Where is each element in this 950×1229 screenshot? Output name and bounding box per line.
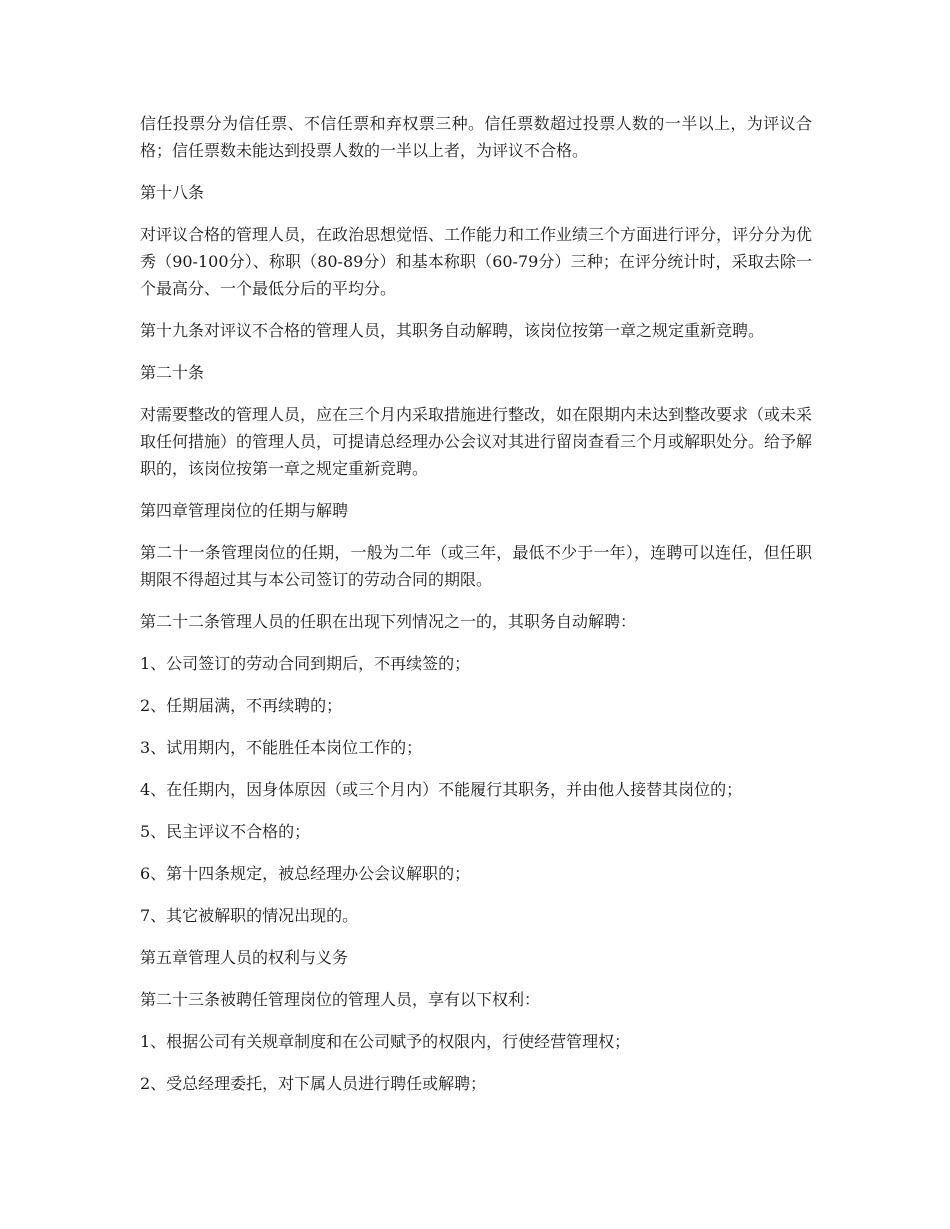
article-23: 第二十三条被聘任管理岗位的管理人员，享有以下权利： [140, 990, 541, 1009]
paragraph-scoring-rules: 对评议合格的管理人员，在政治思想觉悟、工作能力和工作业绩三个方面进行评分，评分分为优秀（90-100分）、称职（80-89分）和基本称职（60-79分）三种；在评分统计时，采取去除一个最高分、一个最低分后的平均分。 [140, 225, 813, 298]
list-item: 2、任期届满，不再续聘的； [140, 696, 343, 715]
list-item: 6、第十四条规定，被总经理办公会议解职的； [140, 864, 471, 883]
paragraph-rectification-rules: 对需要整改的管理人员，应在三个月内采取措施进行整改，如在限期内未达到整改要求（或未采取任何措施）的管理人员，可提请总经理办公会议对其进行留岗查看三个月或解职处分。给予解职的，该岗位按第一章之规定重新竞聘。 [140, 405, 813, 478]
list-item: 3、试用期内，不能胜任本岗位工作的； [140, 738, 423, 757]
document-body [140, 110, 812, 1112]
list-item: 1、根据公司有关规章制度和在公司赋予的权限内，行使经营管理权； [140, 1032, 631, 1051]
article-18-heading: 第十八条 [140, 183, 205, 202]
list-item: 7、其它被解职的情况出现的。 [140, 906, 359, 925]
list-item: 1、公司签订的劳动合同到期后，不再续签的； [140, 654, 471, 673]
article-20-heading: 第二十条 [140, 363, 205, 382]
list-item: 4、在任期内，因身体原因（或三个月内）不能履行其职务，并由他人接替其岗位的； [140, 780, 743, 799]
chapter-4-heading: 第四章管理岗位的任期与解聘 [140, 501, 349, 520]
article-22: 第二十二条管理人员的任职在出现下列情况之一的，其职务自动解聘： [140, 612, 637, 631]
article-21: 第二十一条管理岗位的任期，一般为二年（或三年，最低不少于一年），连聘可以连任，但任职期限不得超过其与本公司签订的劳动合同的期限。 [140, 543, 812, 589]
list-item: 5、民主评议不合格的； [140, 822, 311, 841]
chapter-5-heading: 第五章管理人员的权利与义务 [140, 948, 349, 967]
paragraph-trust-vote-rules: 信任投票分为信任票、不信任票和弃权票三种。信任票数超过投票人数的一半以上，为评议合格；信任票数未能达到投票人数的一半以上者，为评议不合格。 [140, 114, 812, 160]
list-item: 2、受总经理委托，对下属人员进行聘任或解聘； [140, 1074, 487, 1093]
article-19: 第十九条对评议不合格的管理人员，其职务自动解聘，该岗位按第一章之规定重新竞聘。 [140, 321, 765, 340]
